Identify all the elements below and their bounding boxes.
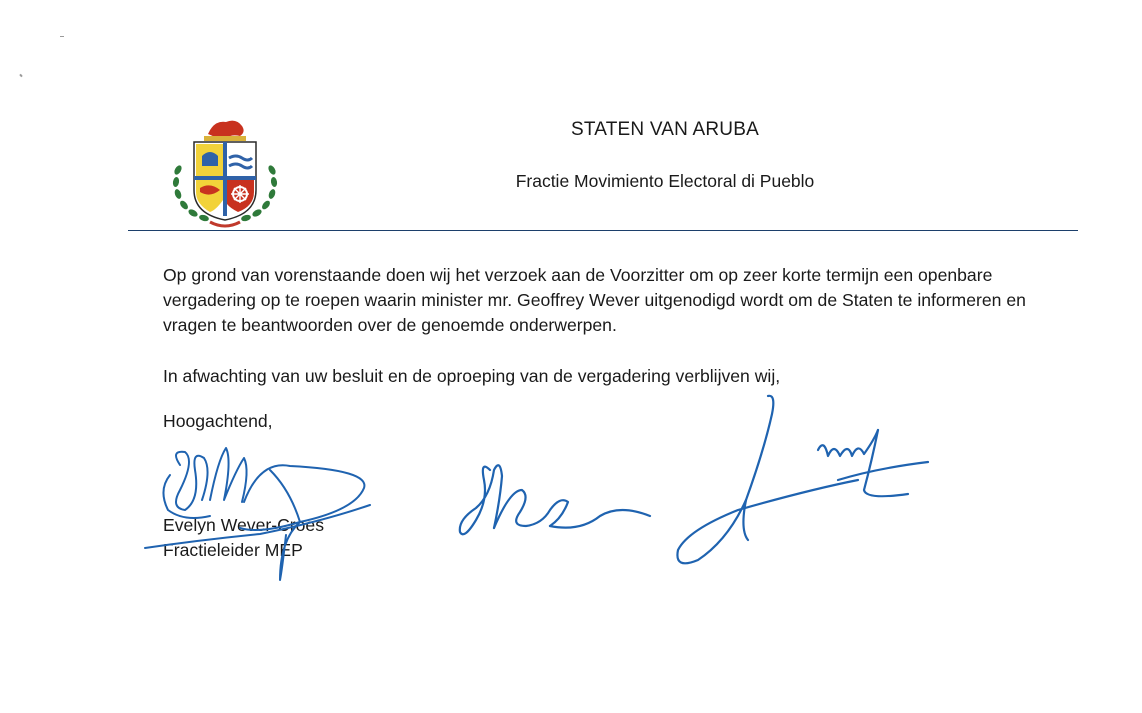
body-paragraph-request: Op grond van vorenstaande doen wij het verzoek aan de Voorzitter om op zeer korte termijn een openbare vergadering op te roepen waarin minister mr. Geoffrey Wever uitgenodigd wordt om de Staten te informeren en vragen te beantwoorden over de genoemde onderwerpen. — [163, 265, 1026, 335]
signature-2 — [450, 450, 660, 550]
signature-1 — [140, 430, 390, 590]
coat-of-arms-emblem — [166, 112, 284, 234]
header-divider — [128, 230, 1078, 231]
institution-title: STATEN VAN ARUBA — [571, 119, 759, 140]
signer-role: Fractieleider MEP — [163, 540, 303, 560]
signature-3 — [668, 390, 938, 580]
body-paragraph-awaiting: In afwachting van uw besluit en de oproeping van de vergadering verblijven wij, — [163, 366, 781, 386]
faction-subtitle: Fractie Movimiento Electoral di Pueblo — [515, 171, 815, 191]
closing-salutation: Hoogachtend, — [163, 411, 273, 431]
signer-name: Evelyn Wever-Croes — [163, 515, 324, 535]
